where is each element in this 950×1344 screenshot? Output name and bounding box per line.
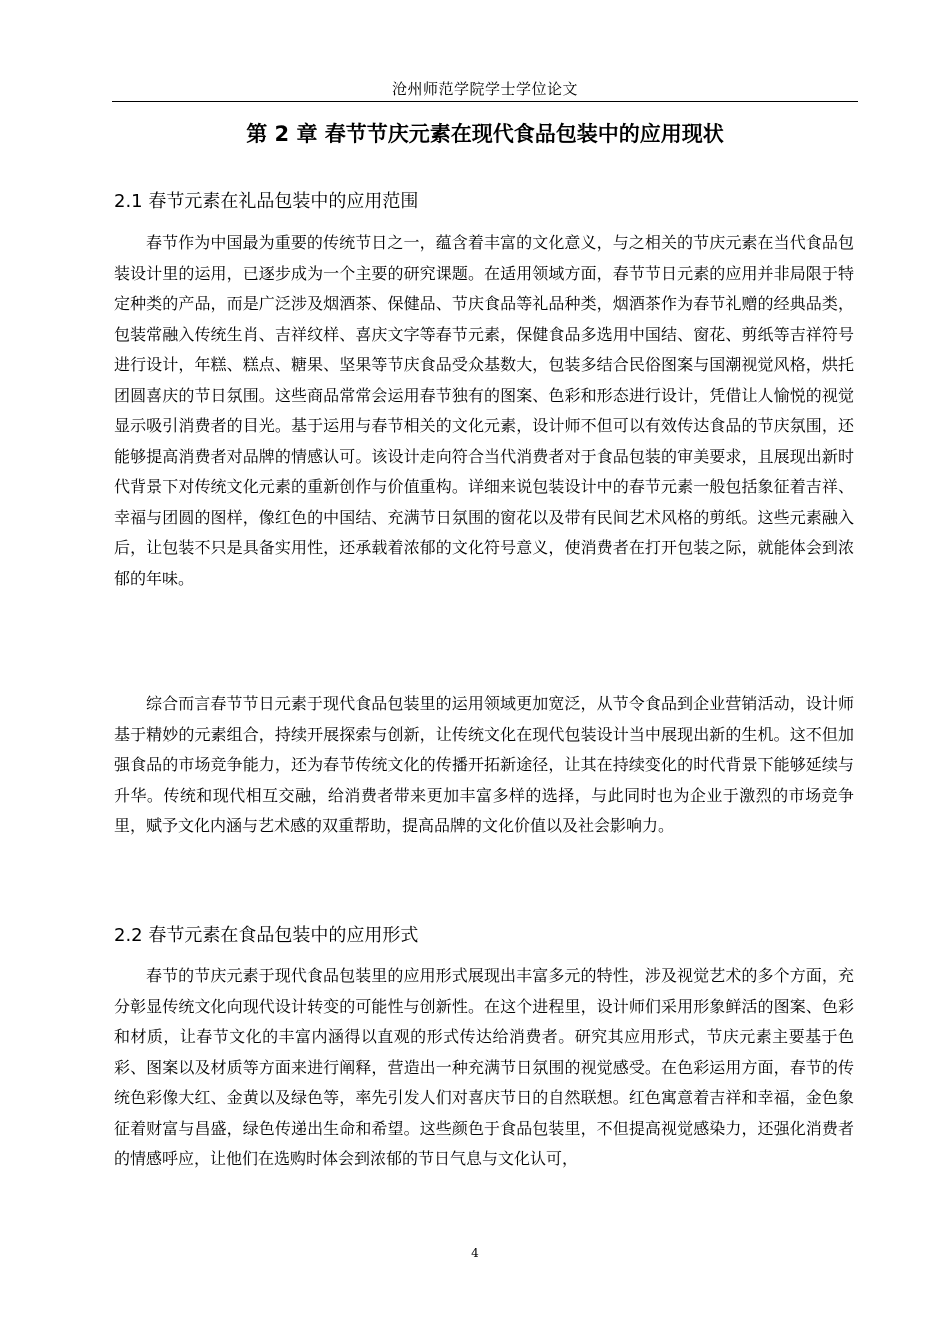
- paragraph-2-1-2: 综合而言春节节日元素于现代食品包装里的运用领域更加宽泛，从节令食品到企业营销活动，设计师基于精妙的元素组合，持续开展探索与创新，让传统文化在现代包装设计当中展现出新的生机。这不但加强食品的市场竞争能力，还为春节传统文化的传播开拓新途径，让其在持续变化的时代背景下能够延续与升华。传统和现代相互交融，给消费者带来更加丰富多样的选择，与此同时也为企业于激烈的市场竞争里，赋予文化内涵与艺术感的双重帮助，提高品牌的文化价值以及社会影响力。: [114, 694, 854, 835]
- chapter-title: 第 2 章 春节节庆元素在现代食品包装中的应用现状: [246, 122, 724, 146]
- page-number: 4: [471, 1246, 479, 1260]
- section-heading-2-2: 2.2 春节元素在食品包装中的应用形式: [114, 925, 419, 946]
- paragraph-2-1-1: 春节作为中国最为重要的传统节日之一，蕴含着丰富的文化意义，与之相关的节庆元素在当代食品包装设计里的运用，已逐步成为一个主要的研究课题。在适用领域方面，春节节日元素的应用并非局限于特定种类的产品，而是广泛涉及烟酒茶、保健品、节庆食品等礼品种类，烟酒茶作为春节礼赠的经典品类，包装常融入传统生肖、吉祥纹样、喜庆文字等春节元素，保健食品多选用中国结、窗花、剪纸等吉祥符号进行设计，年糕、糕点、糖果、坚果等节庆食品受众基数大，包装多结合民俗图案与国潮视觉风格，烘托团圆喜庆的节日氛围。这些商品常常会运用春节独有的图案、色彩和形态进行设计，凭借让人愉悦的视觉显示吸引消费者的目光。基于运用与春节相关的文化元素，设计师不但可以有效传达食品的节庆氛围，还能够提高消费者对品牌的情感认可。该设计走向符合当代消费者对于食品包装的审美要求，且展现出新时代背景下对传统文化元素的重新创作与价值重构。详细来说包装设计中的春节元素一般包括象征着吉祥、幸福与团圆的图样，像红色的中国结、充满节日氛围的窗花以及带有民间艺术风格的剪纸。这些元素融入后，让包装不只是具备实用性，还承载着浓郁的文化符号意义，使消费者在打开包装之际，就能体会到浓郁的年味。: [114, 233, 854, 588]
- header-rule: [112, 101, 858, 102]
- section-heading-2-1: 2.1 春节元素在礼品包装中的应用范围: [114, 191, 419, 212]
- paragraph-2-2-1: 春节的节庆元素于现代食品包装里的应用形式展现出丰富多元的特性，涉及视觉艺术的多个方面，充分彰显传统文化向现代设计转变的可能性与创新性。在这个进程里，设计师们采用形象鲜活的图案、色彩和材质，让春节文化的丰富内涵得以直观的形式传达给消费者。研究其应用形式，节庆元素主要基于色彩、图案以及材质等方面来进行阐释，营造出一种充满节日氛围的视觉感受。在色彩运用方面，春节的传统色彩像大红、金黄以及绿色等，率先引发人们对喜庆节日的自然联想。红色寓意着吉祥和幸福，金色象征着财富与昌盛，绿色传递出生命和希望。这些颜色于食品包装里，不但提高视觉感染力，还强化消费者的情感呼应，让他们在选购时体会到浓郁的节日气息与文化认可，: [114, 966, 854, 1168]
- running-header: 沧州师范学院学士学位论文: [391, 80, 578, 98]
